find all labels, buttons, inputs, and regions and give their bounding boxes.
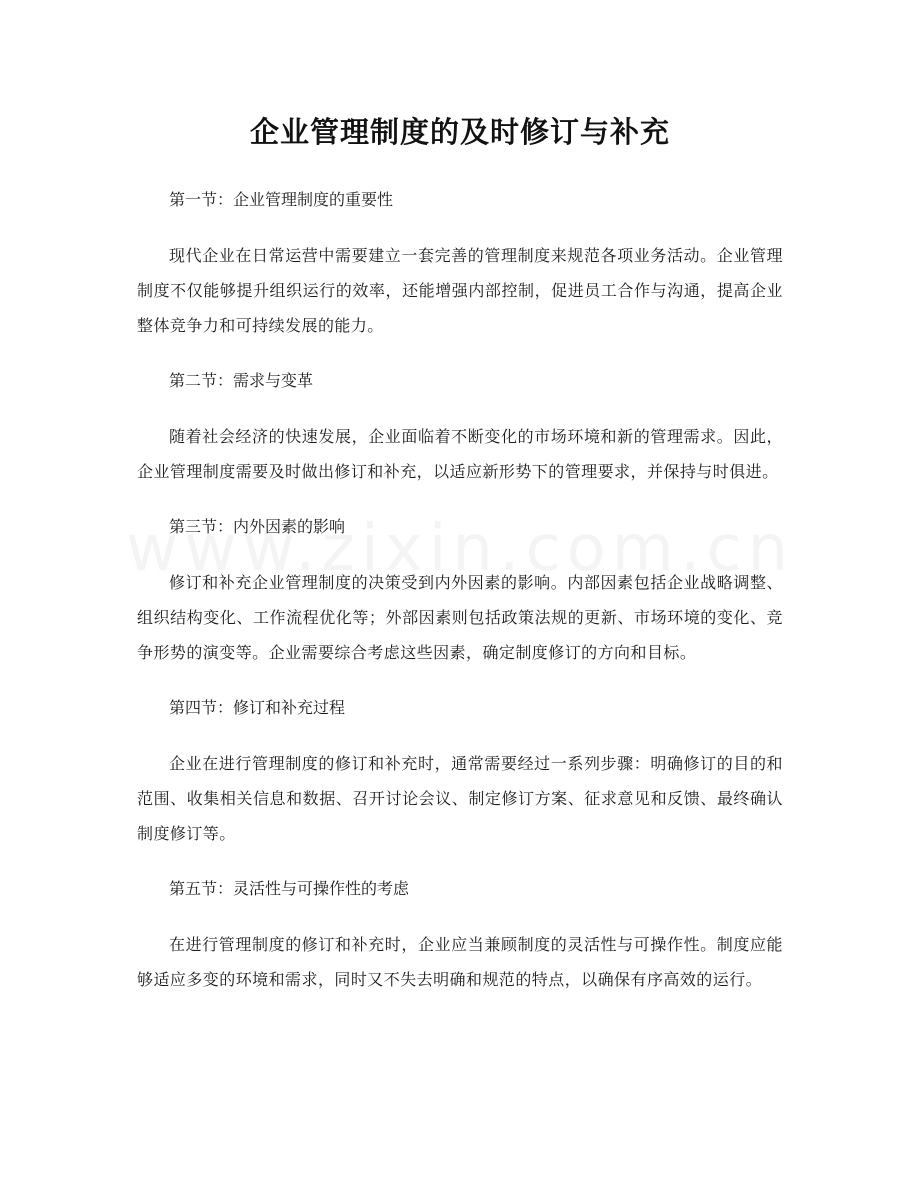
- section-paragraph: 随着社会经济的快速发展，企业面临着不断变化的市场环境和新的管理需求。因此，企业管理制度需要及时做出修订和补充，以适应新形势下的管理要求，并保持与时俱进。: [137, 427, 783, 481]
- section-1: [137, 188, 783, 343]
- section-5: [137, 877, 783, 997]
- section-paragraph: 修订和补充企业管理制度的决策受到内外因素的影响。内部因素包括企业战略调整、组织结构变化、工作流程优化等；外部因素则包括政策法规的更新、市场环境的变化、竞争形势的演变等。企业需要综合考虑这些因素，确定制度修订的方向和目标。: [137, 573, 783, 662]
- section-heading: 第一节：企业管理制度的重要性: [169, 190, 394, 209]
- section-heading: 第二节：需求与变革: [169, 371, 314, 390]
- section-heading: 第五节：灵活性与可操作性的考虑: [169, 879, 410, 898]
- document-content: [137, 188, 783, 997]
- section-paragraph: 在进行管理制度的修订和补充时，企业应当兼顾制度的灵活性与可操作性。制度应能够适应多变的环境和需求，同时又不失去明确和规范的特点，以确保有序高效的运行。: [137, 935, 783, 989]
- section-heading: 第三节：内外因素的影响: [169, 517, 346, 536]
- section-3: [137, 515, 783, 670]
- section-paragraph: 企业在进行管理制度的修订和补充时，通常需要经过一系列步骤：明确修订的目的和范围、收集相关信息和数据、召开讨论会议、制定修订方案、征求意见和反馈、最终确认制度修订等。: [137, 754, 783, 843]
- section-heading: 第四节：修订和补充过程: [169, 698, 346, 717]
- document-title: 企业管理制度的及时修订与补充: [249, 115, 670, 149]
- section-2: [137, 369, 783, 489]
- section-4: [137, 696, 783, 851]
- section-paragraph: 现代企业在日常运营中需要建立一套完善的管理制度来规范各项业务活动。企业管理制度不仅能够提升组织运行的效率，还能增强内部控制，促进员工合作与沟通，提高企业整体竞争力和可持续发展的能力。: [137, 246, 783, 335]
